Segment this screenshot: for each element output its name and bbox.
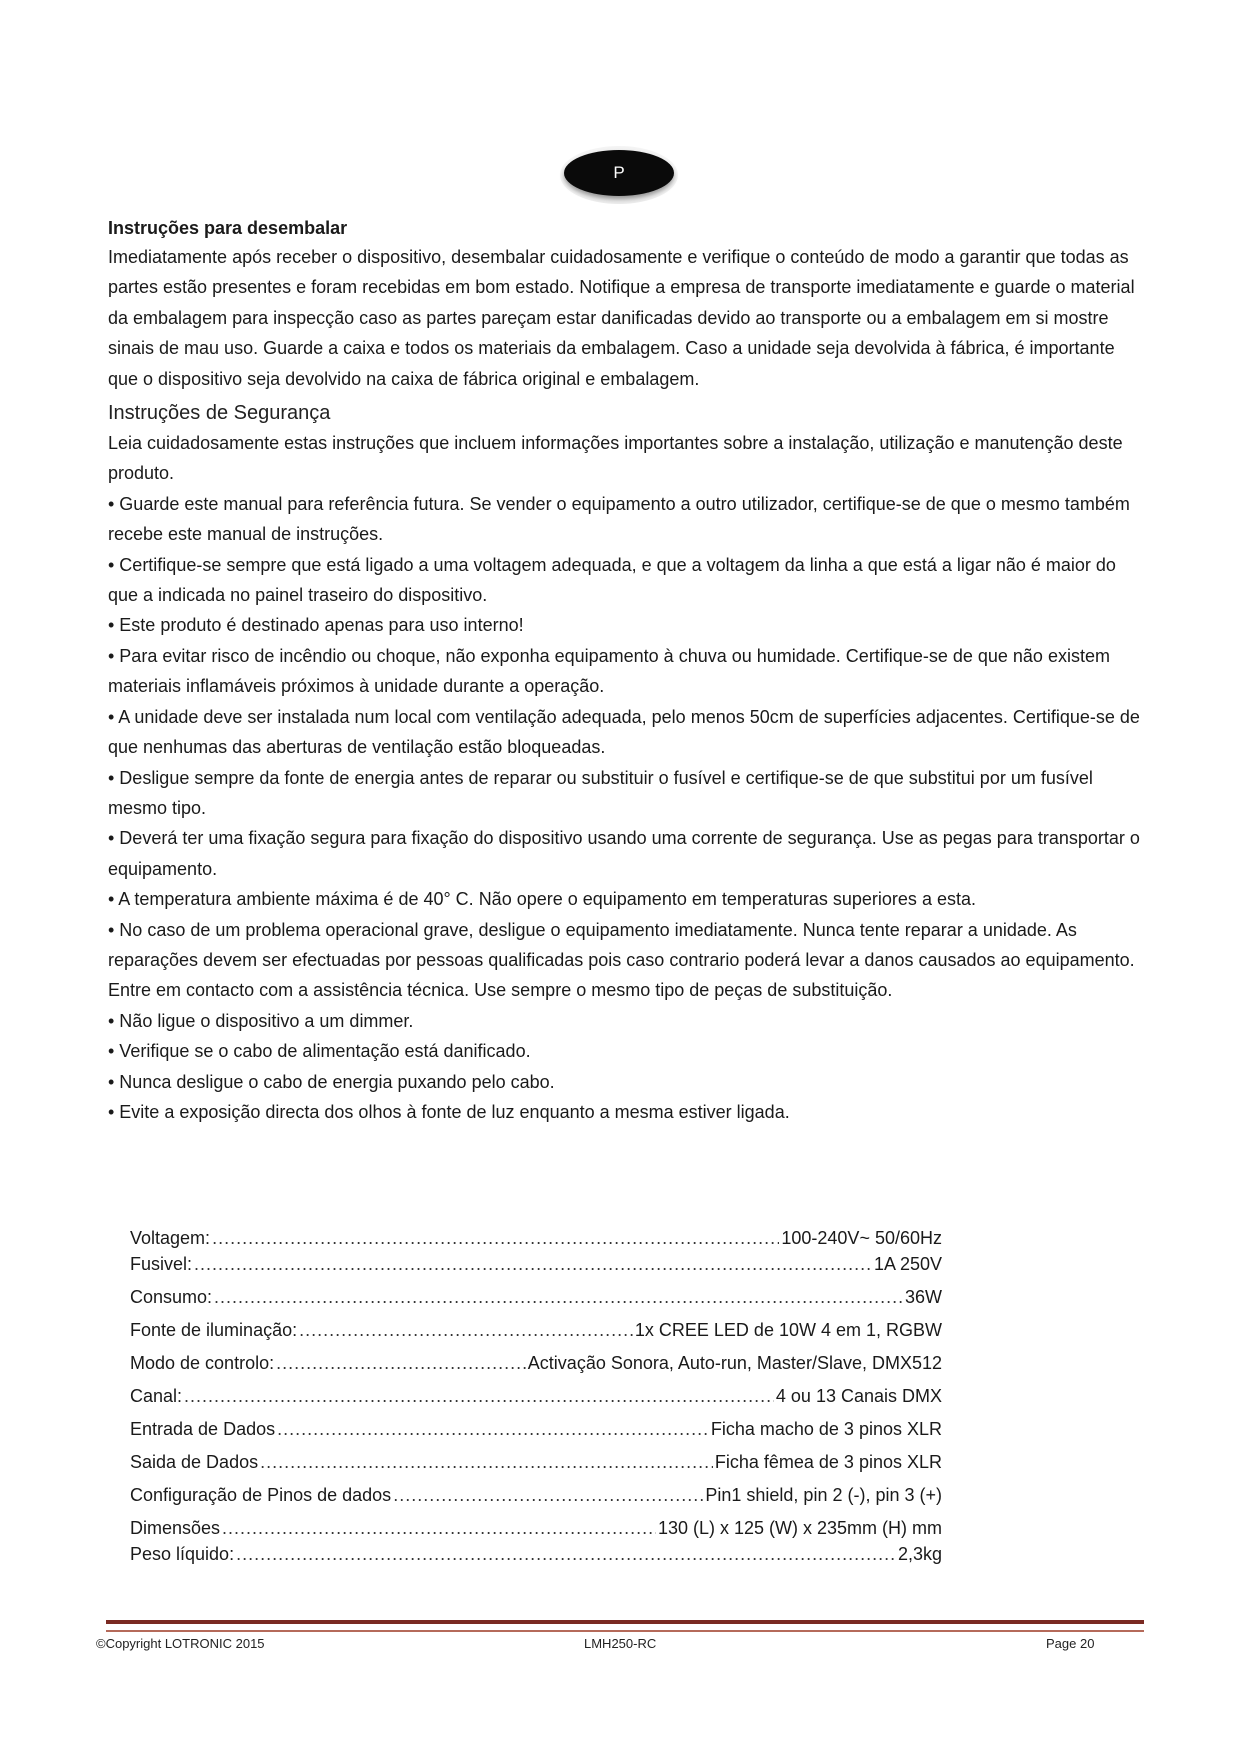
spec-row-channel [130,1386,942,1419]
safety-bullet: • Desligue sempre da fonte de energia antes de reparar ou substituir o fusível e certifique-se de que substitui por um fusível mesmo tipo. [108,767,1093,818]
spec-leader-dots [276,1353,526,1374]
spec-value: Ficha fêmea de 3 pinos XLR [714,1452,942,1472]
safety-bullet: • Guarde este manual para referência futura. Se vender o equipamento a outro utilizador, certifique-se de que o mesmo também recebe este manual de instruções. [108,493,1130,545]
unpacking-title: Instruções para desembalar [108,218,348,238]
spec-value: 100-240V~ 50/60Hz [781,1228,942,1248]
spec-value: Ficha macho de 3 pinos XLR [710,1419,942,1439]
spec-value: 4 ou 13 Canais DMX [775,1386,942,1406]
badge-letter: P [564,150,674,196]
spec-label: Modo de controlo: [130,1353,275,1373]
safety-bullet: • Verifique se o cabo de alimentação está danificado. [108,1041,531,1062]
spec-value: 1x CREE LED de 10W 4 em 1, RGBW [634,1320,942,1340]
spec-leader-dots [184,1386,774,1407]
spec-label: Peso líquido: [130,1544,235,1564]
spec-label: Fusivel: [130,1254,193,1274]
page-content [108,214,1148,1127]
spec-leader-dots [194,1254,872,1275]
footer-divider [106,1620,1144,1632]
spec-row-voltage [130,1228,942,1254]
spec-value: 1A 250V [873,1254,942,1274]
spec-label: Dimensões [130,1518,221,1538]
spec-table [130,1228,942,1577]
spec-leader-dots [236,1544,896,1565]
spec-row-consumption [130,1287,942,1320]
language-badge [560,146,678,204]
spec-label: Consumo: [130,1287,213,1307]
spec-leader-dots [212,1228,779,1249]
spec-label: Canal: [130,1386,183,1406]
spec-label: Configuração de Pinos de dados [130,1485,392,1505]
safety-bullet: • Para evitar risco de incêndio ou choque, não exponha equipamento à chuva ou humidade. Certifique-se de que não existem materiais inflamáveis próximos à unidade durante a operação. [108,645,1110,697]
spec-value: 36W [904,1287,942,1307]
spec-row-weight [130,1544,942,1577]
safety-title: Instruções de Segurança [108,402,331,425]
spec-row-light-source [130,1320,942,1353]
spec-row-data-output [130,1452,942,1485]
safety-intro: Leia cuidadosamente estas instruções que incluem informações importantes sobre a instalação, utilização e manutenção deste produto. [108,433,1123,484]
safety-bullet: • A temperatura ambiente máxima é de 40° C. Não opere o equipamento em temperaturas superiores a esta. [108,889,976,910]
spec-value: 2,3kg [897,1544,942,1564]
footer-model: LMH250-RC [584,1636,657,1651]
spec-label: Fonte de iluminação: [130,1320,298,1340]
spec-value: Pin1 shield, pin 2 (-), pin 3 (+) [705,1485,942,1505]
spec-row-pin-config [130,1485,942,1518]
spec-leader-dots [260,1452,713,1473]
spec-leader-dots [393,1485,703,1506]
footer-copyright: ©Copyright LOTRONIC 2015 [96,1636,265,1651]
spec-leader-dots [277,1419,709,1440]
spec-leader-dots [214,1287,903,1308]
safety-bullet: • Este produto é destinado apenas para uso interno! [108,615,524,636]
unpacking-text: Imediatamente após receber o dispositivo, desembalar cuidadosamente e verifique o conteúdo de modo a garantir que todas as partes estão presentes e foram recebidas em bom estado. Notifique a empresa de transporte imediatamente e guarde o material da embalagem para inspecção caso as partes pareçam estar danificadas devido ao transporte ou a embalagem em si mostre sinais de mau uso. Guarde a caixa e todos os materiais da embalagem. Caso a unidade seja devolvida à fábrica, é importante que o dispositivo seja devolvido na caixa de fábrica original e embalagem. [108,247,1135,389]
spec-label: Entrada de Dados [130,1419,276,1439]
safety-bullet: • Não ligue o dispositivo a um dimmer. [108,1010,414,1031]
safety-bullet: • No caso de um problema operacional grave, desligue o equipamento imediatamente. Nunca tente reparar a unidade. As reparações devem ser efectuadas por pessoas qualificadas pois caso contrario poderá levar a danos causados ao equipamento. Entre em contacto com a assistência técnica. Use sempre o mesmo tipo de peças de substituição. [108,919,1135,1001]
safety-bullet: • Certifique-se sempre que está ligado a uma voltagem adequada, e que a voltagem da linha a que está a ligar não é maior do que a indicada no painel traseiro do dispositivo. [108,554,1116,606]
spec-row-fuse [130,1254,942,1287]
safety-bullet: • Evite a exposição directa dos olhos à fonte de luz enquanto a mesma estiver ligada. [108,1101,790,1122]
spec-leader-dots [222,1518,656,1539]
spec-label: Voltagem: [130,1228,211,1248]
footer-page-number: Page 20 [1046,1636,1095,1651]
spec-row-dimensions [130,1518,942,1544]
safety-bullet: • A unidade deve ser instalada num local com ventilação adequada, pelo menos 50cm de superfícies adjacentes. Certifique-se de que nenhumas das aberturas de ventilação estão bloqueadas. [108,706,1140,758]
spec-row-control-mode [130,1353,942,1386]
spec-leader-dots [299,1320,633,1341]
spec-label: Saida de Dados [130,1452,259,1472]
spec-value: 130 (L) x 125 (W) x 235mm (H) mm [657,1518,942,1538]
spec-value: Activação Sonora, Auto-run, Master/Slave, DMX512 [527,1353,942,1373]
spec-row-data-input [130,1419,942,1452]
safety-bullet: • Deverá ter uma fixação segura para fixação do dispositivo usando uma corrente de segurança. Use as pegas para transportar o equipamento. [108,828,1140,879]
safety-bullet: • Nunca desligue o cabo de energia puxando pelo cabo. [108,1071,555,1092]
